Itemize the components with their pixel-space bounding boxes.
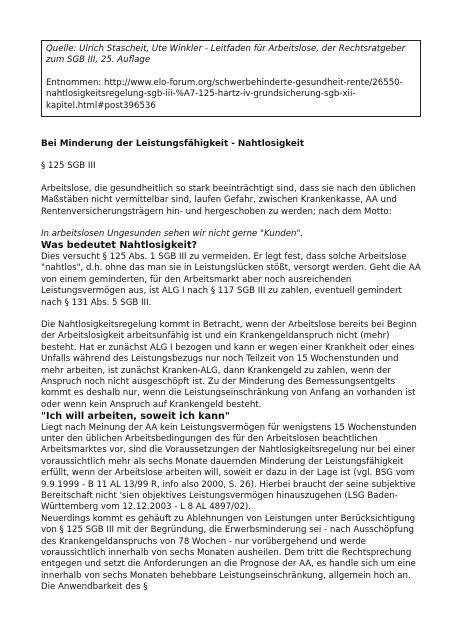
arbeiten-paragraph-2: Neuerdings kommt es gehäuft zu Ablehnungen von Leistungen unter Berücksichtigung von § 125 SGB III mit der Begründung, die Erwerbsminderung sei - nach Ausschöpfung des Krankengeldanspruchs von 78 Wochen - nur vorübergehend und werde voraussichtlich innerhalb von sechs Monaten ausheilen. Dem tritt die Rechtsprechung entgegen und setzt die Anforderungen an die Prognose der AA, es handle sich um eine innerhalb von sechs Monaten behebbare Leistungseinschränkung, allgemein hoch an. Die Anwendbarkeit des §: [41, 513, 416, 593]
arbeiten-paragraph-1: Liegt nach Meinung der AA kein Leistungsvermögen für wenigstens 15 Wochenstunden unter den üblichen Arbeitsbedingungen des für den Arbeitslosen beachtlichen Arbeitsmarktes vor, sind die Voraussetzungen der Nahtlosigkeitsregelung nur bei einer voraussichtlich mehr als sechs Monate dauernden Minderung der Leistungsfähigkeit erfüllt, wenn der Arbeitslose arbeiten will, soweit er dazu in der Lage ist (vgl. BSG vom 9.9.1999 - B 11 AL 13/99 R, info also 2000, S. 26). Hierbei braucht der seine subjektive Bereitschaft nicht 'sien objektives Leistungsvermögen hinauszugehen (LSG Baden-Württemberg vom 12.12.2003 - L 8 AL 4897/02).: [41, 422, 417, 513]
motto-text: In arbeitslosen Ungesunden sehen wir nicht gerne "Kunden".: [41, 229, 304, 240]
nahtlosigkeit-paragraph-1: Dies versucht § 125 Abs. 1 SGB III zu vermeiden. Er legt fest, dass solche Arbeitslose "nahtlos", d.h. ohne das man sie in Leistungslücken stößt, versorgt werden. Geht die AA von einem geminderten, für den Arbeitsmarkt aber noch ausreichenden Leistungsvermögen aus, ist ALG I nach § 117 SGB III zu zahlen, eventuell gemindert nach § 131 Abs. 5 SGB III.: [41, 251, 421, 308]
section-title: Bei Minderung der Leistungsfähigkeit - Nahtlosigkeit: [41, 139, 305, 150]
source-url: Entnommen: http://www.elo-forum.org/schwerbehinderte-gesundheit-rente/26550-nahtlosigkeitsregelung-sgb-iii-%A7-125-hartz-iv-grundsicherung-sgb-xii-kapitel.html#post396536: [46, 77, 403, 111]
nahtlosigkeit-paragraph-2: Die Nahtlosigkeitsregelung kommt in Betracht, wenn der Arbeitslose bereits bei Beginn der Arbeitslosigkeit arbeitsunfähig ist und ein Krankengeldanspruch nicht (mehr) besteht. Hat er zunächst ALG I bezogen und kann er wegen einer Krankheit oder eines Unfalls während des Leistungsbezugs nur noch Teilzeit von 15 Wochenstunden und mehr arbeiten, ist zunächst Kranken-ALG, dann Krankengeld zu zahlen, wenn der Anspruch noch nicht ausgeschöpft ist. Zu der Minderung des Bemessungsentgelts kommt es deshalb nur, wenn die Leistungseinschränkung von Anfang an vorhanden ist oder wenn kein Anspruch auf Krankengeld besteht.: [41, 319, 417, 410]
source-citation: Quelle: Ulrich Stascheit, Ute Winkler - Leitfaden für Arbeitslose, der Rechtsratgeber zum SGB III, 25. Auflage: [46, 44, 406, 66]
document-page: [41, 0, 421, 594]
intro-paragraph: Arbeitslose, die gesundheitlich so stark beeinträchtigt sind, dass sie nach den üblichen Maßstäben nicht vermittelbar sind, laufen Gefahr, zwischen Krankenkasse, AA und Rentenversicherungsträgern hin- und hergeschoben zu werden; nach dem Motto:: [41, 183, 416, 217]
arbeiten-heading: "Ich will arbeiten, soweit ich kann": [41, 411, 230, 423]
nahtlosigkeit-heading: Was bedeutet Nahtlosigkeit?: [41, 240, 198, 252]
law-reference: § 125 SGB III: [41, 161, 96, 172]
source-box: [41, 40, 421, 117]
